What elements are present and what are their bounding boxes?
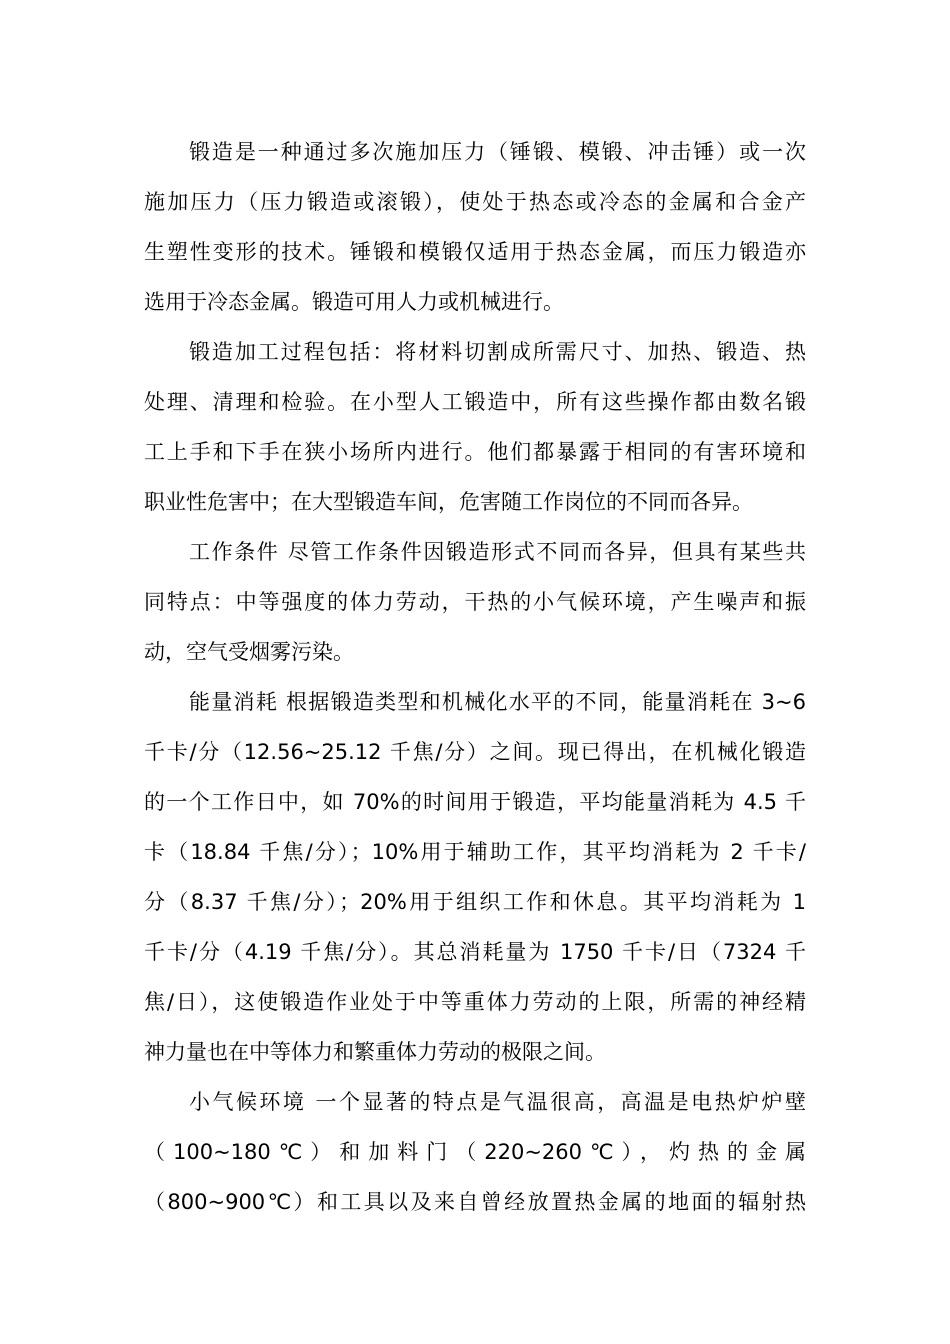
text-line: 职业性危害中；在大型锻造车间，危害随工作岗位的不同而各异。 — [144, 490, 753, 514]
text-line: 小气候环境 一个显著的特点是气温很高，高温是电热炉炉壁 — [189, 1090, 806, 1114]
text-line: 同特点：中等强度的体力劳动，干热的小气候环境，产生噪声和振 — [144, 590, 806, 614]
text-line: （800~900℃）和工具以及来自曾经放置热金属的地面的辐射热 — [144, 1190, 806, 1214]
text-line: 工作条件 尽管工作条件因锻造形式不同而各异，但具有某些共 — [189, 540, 806, 564]
paragraph-5 — [144, 1077, 806, 1227]
text-line: 锻造加工过程包括：将材料切割成所需尺寸、加热、锻造、热 — [189, 340, 806, 364]
text-line: 锻造是一种通过多次施加压力（锤锻、模锻、冲击锤）或一次 — [189, 140, 806, 164]
paragraph-4 — [144, 677, 806, 1077]
text-line: 神力量也在中等体力和繁重体力劳动的极限之间。 — [144, 1040, 606, 1064]
text-line: 生塑性变形的技术。锤锻和模锻仅适用于热态金属，而压力锻造亦 — [144, 240, 806, 264]
document-body — [144, 127, 806, 1227]
text-line: 焦/日），这使锻造作业处于中等重体力劳动的上限，所需的神经精 — [144, 990, 806, 1014]
paragraph-1 — [144, 127, 806, 327]
text-line: 能量消耗 根据锻造类型和机械化水平的不同，能量消耗在 3~6 — [189, 690, 806, 714]
text-line: 千卡/分（4.19 千焦/分）。其总消耗量为 1750 千卡/日（7324 千 — [144, 940, 806, 964]
paragraph-2 — [144, 327, 806, 527]
text-line: 卡（18.84 千焦/分）；10%用于辅助工作，其平均消耗为 2 千卡/ — [144, 840, 806, 864]
text-line: 的一个工作日中，如 70%的时间用于锻造，平均能量消耗为 4.5 千 — [144, 790, 806, 814]
text-line: 动，空气受烟雾污染。 — [144, 640, 354, 664]
text-line: 施加压力（压力锻造或滚锻），使处于热态或冷态的金属和合金产 — [144, 190, 806, 214]
text-line: 选用于冷态金属。锻造可用人力或机械进行。 — [144, 290, 564, 314]
paragraph-3 — [144, 527, 806, 677]
text-line: 处理、清理和检验。在小型人工锻造中，所有这些操作都由数名锻 — [144, 390, 806, 414]
text-line: （100~180℃）和加料门（220~260℃），灼热的金属 — [144, 1140, 806, 1164]
text-line: 分（8.37 千焦/分）；20%用于组织工作和休息。其平均消耗为 1 — [144, 890, 806, 914]
text-line: 千卡/分（12.56~25.12 千焦/分）之间。现已得出，在机械化锻造 — [144, 740, 806, 764]
text-line: 工上手和下手在狭小场所内进行。他们都暴露于相同的有害环境和 — [144, 440, 806, 464]
